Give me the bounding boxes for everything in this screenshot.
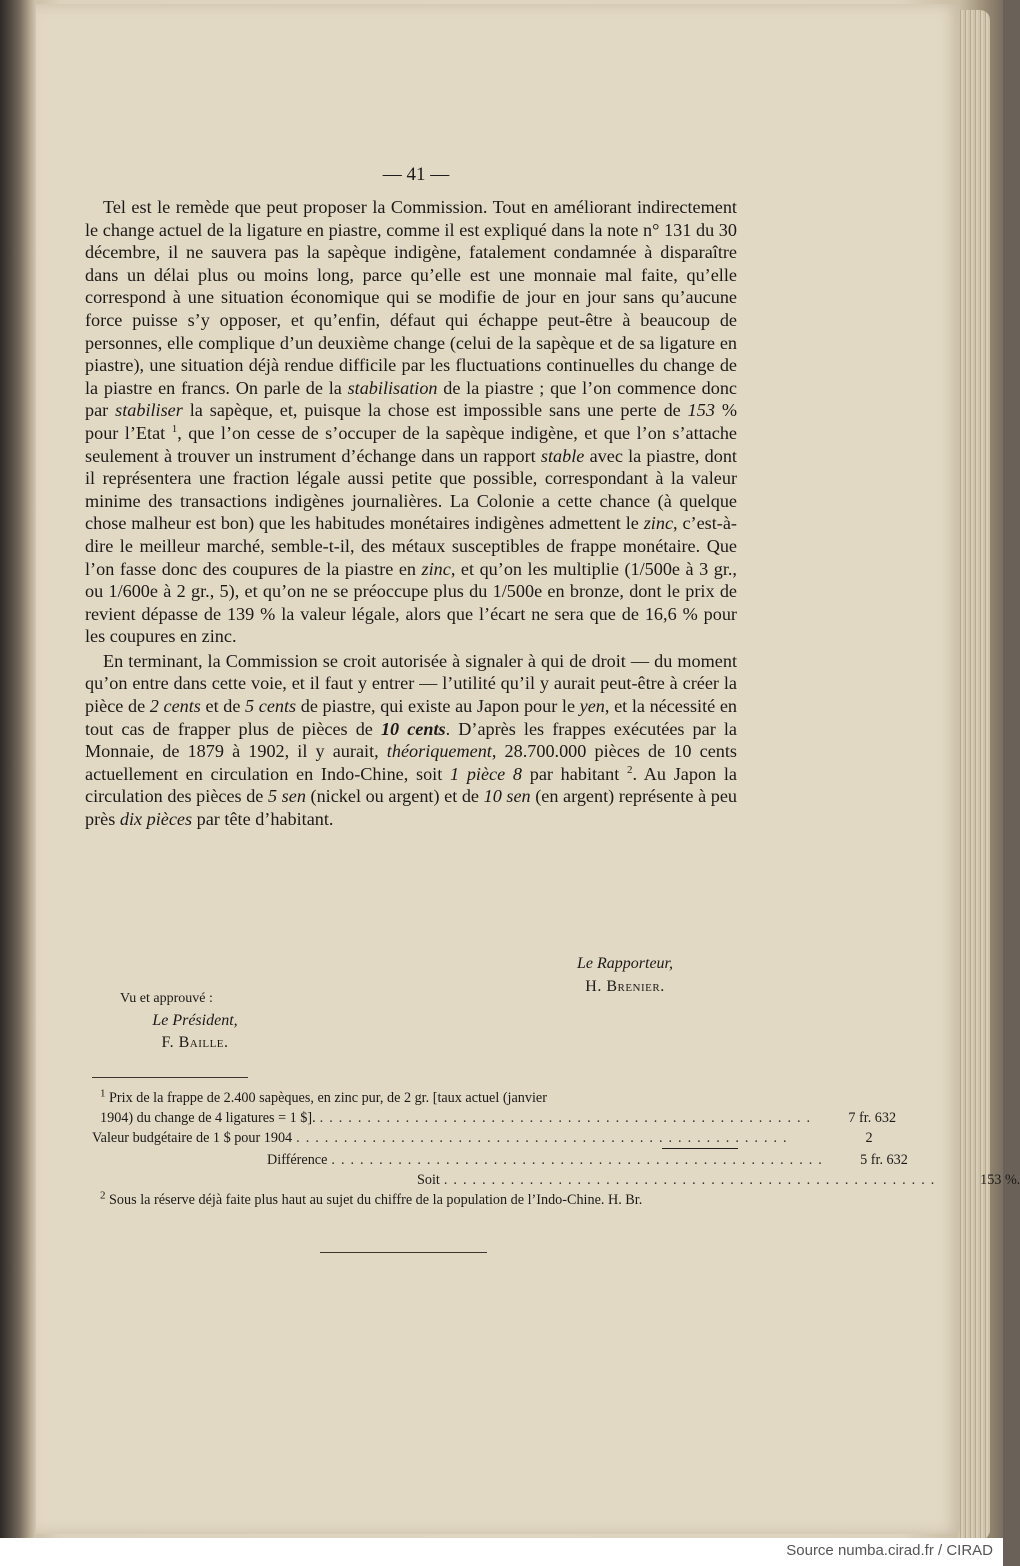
- footnote-1-text-line-3: Valeur budgétaire de 1 $ pour 1904: [92, 1130, 293, 1146]
- paragraph-2-run: (nickel ou argent) et de: [305, 786, 484, 807]
- paragraph-2-run: . Au Japon la circulation des pièces de: [85, 763, 737, 807]
- leader-dots: ....................................................: [296, 1130, 793, 1146]
- soit-label: Soit: [417, 1172, 440, 1188]
- soit-row: [92, 1170, 1020, 1190]
- paragraph-1-run: Tel est le remède que peut proposer la Commission. Tout en améliorant indirectement le change actuel de la ligature en piastre, comme il est expliqué dans la note n° 131 du 30 décembre, il ne sauvera pas la sapèque indigène, fatalement condamnée à disparaître dans un délai plus ou moins long, parce qu’elle est une monnaie mal faite, qu’elle correspond à une situation économique qui se modifie de jour en jour sans qu’aucune force puisse s’y opposer, et qu’enfin, défaut qui échappe peut-être à beaucoup de personnes, elle complique d’un deuxième change (celui de la sapèque et de sa ligature en piastre), une situation déjà rendue difficile par les fluctuations continuelles du change de la piastre en francs. On parle de la: [85, 197, 737, 398]
- footnote-1-line-2: [92, 1108, 897, 1128]
- paragraph-1: [85, 196, 737, 648]
- paragraph-1-run: 153: [687, 400, 715, 421]
- footnote-1-line-1: [92, 1088, 738, 1108]
- rapporteur-name: H. Brenier.: [585, 978, 665, 995]
- paragraph-2-run: yen: [579, 696, 605, 717]
- paragraph-2-run: dix pièces: [119, 809, 193, 830]
- paragraph-2-run: par tête d’habitant.: [192, 809, 334, 830]
- paragraph-2-run: 2: [627, 763, 633, 776]
- leader-dots: ....................................................: [443, 1172, 941, 1188]
- page-edges-right: [958, 10, 990, 1540]
- paragraph-2-run: 5 sen: [267, 786, 306, 807]
- paragraph-2-run: par habitant: [522, 763, 627, 784]
- president-title: Le Président,: [152, 1012, 238, 1029]
- paragraph-2-run: (en argent) représente à peu près: [85, 786, 738, 830]
- book-gutter-left: [0, 0, 36, 1566]
- footnote-separator: [92, 1077, 248, 1078]
- paragraph-1-run: zinc: [643, 513, 674, 534]
- paragraph-1-run: zinc: [421, 558, 451, 579]
- rapporteur-title: Le Rapporteur,: [577, 955, 673, 972]
- paragraph-2: [85, 650, 737, 831]
- paragraph-1-run: , et qu’on les multiplie (1/500e à 3 gr., ou 1/600e à 2 gr., 5), et qu’on ne se préoccupe plus du 1/500e en bronze, dont le prix de revient dépasse de 139 % la valeur légale, alors que l’écart ne sera que de 16,6 % pour les coupures en zinc.: [85, 558, 737, 647]
- paragraph-2-run: En terminant, la Commission se croit autorisée à signaler à qui de droit — du moment qu’on entre dans cette voie, et il faut y entrer — l’utilité qu’il y aurait peut-être à créer la pièce de: [85, 650, 737, 717]
- paragraph-1-run: stabilisation: [347, 377, 438, 398]
- difference-row: [92, 1150, 908, 1170]
- paragraph-2-run: 2 cents: [149, 696, 201, 717]
- paragraph-2-run: 10 sen: [483, 786, 531, 807]
- paragraph-1-run: avec la piastre, dont il représentera une fraction légale aussi petite que possible, correspondant à la valeur minime des transactions indigènes journalières. La Colonie a cette chance (à quelque chose malheur est bon) que les habitudes monétaires indigènes admettent le: [85, 445, 737, 534]
- leader-dots: ....................................................: [319, 1110, 817, 1126]
- footnote-1-line-3: [92, 1128, 873, 1148]
- approval-label: Vu et approuvé :: [120, 991, 213, 1006]
- source-credit: Source numba.cirad.fr / CIRAD: [786, 1542, 993, 1559]
- end-rule: [320, 1252, 487, 1253]
- paragraph-2-run: et de: [200, 696, 246, 717]
- footnote-2: [92, 1190, 738, 1210]
- paragraph-1-run: de la piastre ; que l’on commence donc par: [85, 377, 737, 421]
- footnote-2-marker: 2: [100, 1189, 106, 1202]
- footnote-1-marker: 1: [100, 1087, 106, 1100]
- paragraph-1-run: stabiliser: [115, 400, 183, 421]
- paragraph-1-run: % pour l’Etat: [85, 400, 737, 443]
- page-number: — 41 —: [382, 164, 450, 185]
- leader-dots: ....................................................: [331, 1152, 828, 1168]
- paragraph-2-run: 1 pièce 8: [450, 763, 523, 784]
- footnote-1-value-2: 2: [865, 1130, 873, 1146]
- footnote-1-text-line-2: 1904) du change de 4 ligatures = 1 $].: [100, 1110, 316, 1126]
- footnotes: [92, 1087, 1020, 1210]
- paragraph-2-run: 10 cents: [380, 718, 446, 739]
- paragraph-2-run: , et la nécessité en tout cas de frapper plus de pièces de: [85, 696, 738, 739]
- difference-value: 5 fr. 632: [860, 1152, 908, 1168]
- body-text: [85, 196, 737, 831]
- soit-value: 153 %.: [980, 1172, 1020, 1188]
- footnote-1-value-1: 7 fr. 632: [848, 1110, 897, 1126]
- paragraph-2-run: , 28.700.000 pièces de 10 cents actuellement en circulation en Indo-Chine, soit: [85, 741, 737, 784]
- paragraph-1-run: stable: [540, 445, 585, 466]
- approval-block: [120, 988, 270, 1054]
- paragraph-2-run: théoriquement: [386, 741, 492, 762]
- paragraph-1-run: , que l’on cesse de s’occuper de la sapèque indigène, et que l’on s’attache seulement à trouver un instrument d’échange dans un rapport: [85, 422, 737, 466]
- paragraph-1-run: , c’est-à-dire le meilleur marché, semble-t-il, des métaux susceptibles de frappe monétaire. Que l’on fasse donc des coupures de la piastre en: [85, 513, 737, 579]
- difference-label: Différence: [267, 1152, 328, 1168]
- paragraph-1-run: 1: [171, 422, 178, 435]
- paragraph-2-run: . D’après les frappes exécutées par la Monnaie, de 1879 à 1902, il y aurait,: [85, 718, 737, 762]
- footnote-2-text: Sous la réserve déjà faite plus haut au sujet du chiffre de la population de l’Indo-Chine. H. Br.: [109, 1192, 643, 1208]
- paragraph-2-run: de piastre, qui existe au Japon pour le: [296, 696, 580, 717]
- rapporteur-signature: [540, 952, 710, 998]
- paragraph-1-run: la sapèque, et, puisque la chose est impossible sans une perte de: [182, 400, 688, 421]
- paragraph-2-run: 5 cents: [245, 696, 297, 717]
- president-name: F. Baille.: [161, 1034, 229, 1051]
- footnote-1-text-line-1: Prix de la frappe de 2.400 sapèques, en zinc pur, de 2 gr. [taux actuel (janvier: [109, 1090, 547, 1106]
